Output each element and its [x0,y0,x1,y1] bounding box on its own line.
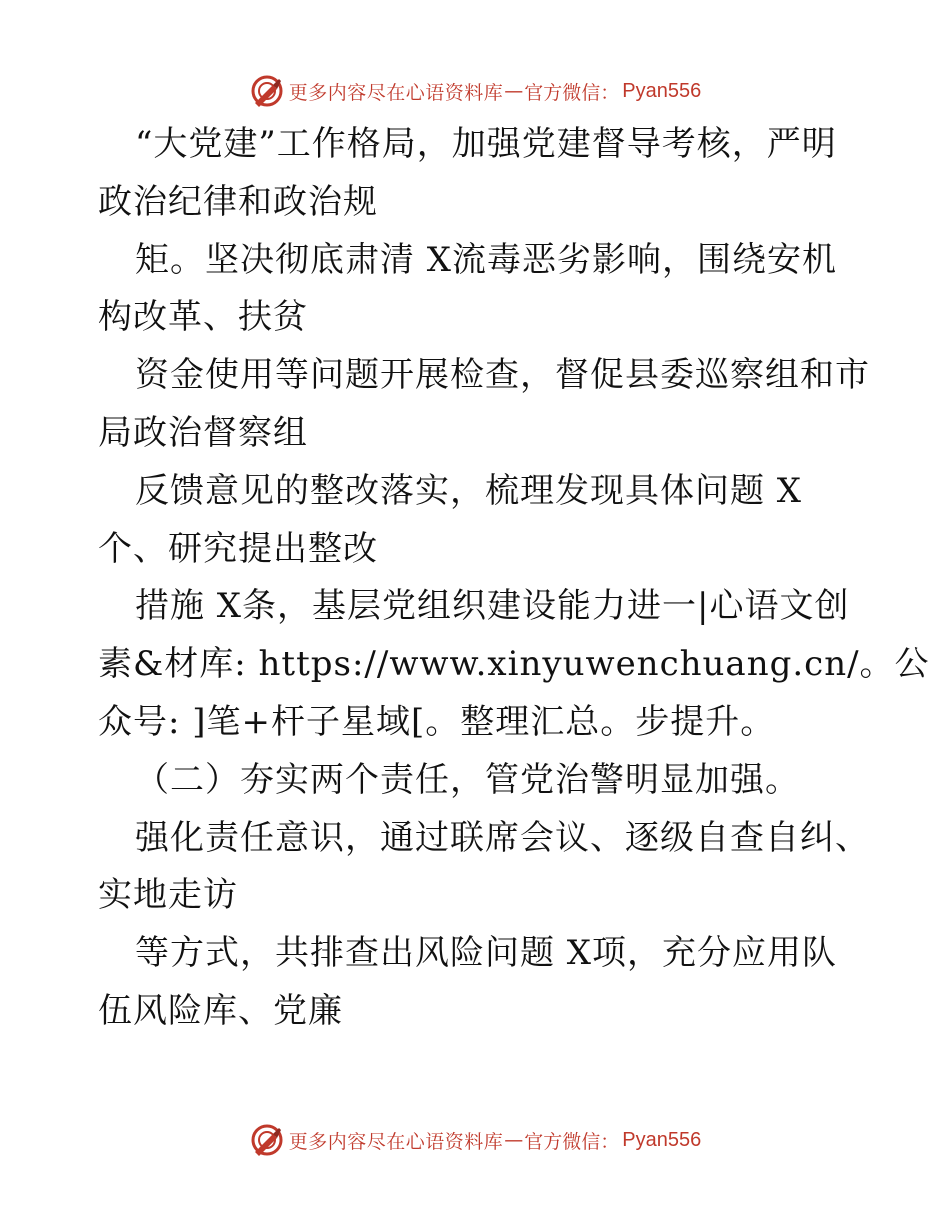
footer-watermark [0,1118,950,1162]
text-line: 反馈意见的整改落实，梳理发现具体问题 X [135,470,803,511]
text-line: 局政治督察组 [98,412,308,453]
watermark-separator: — [504,80,524,102]
watermark-wechat-label: 官方微信： [524,1130,620,1153]
watermark-separator: — [504,1129,524,1151]
text-line: 素&材库: https://www.xinyuwenchuang.cn/。公 [98,644,930,685]
text-line: 强化责任意识，通过联席会议、逐级自查自纠、 [135,817,870,858]
watermark-wechat-label: 官方微信： [524,81,620,104]
section-heading: （二）夯实两个责任，管党治警明显加强。 [135,759,800,800]
pen-logo-icon [249,73,285,109]
text-line: 资金使用等问题开展检查，督促县委巡察组和市 [135,355,870,396]
text-line: 政治纪律和政治规 [98,181,378,222]
watermark-site-text: 更多内容尽在心语资料库 [288,1130,504,1153]
watermark-wechat-id: Pyan556 [622,79,702,102]
document-body [98,116,930,1041]
text-line: 构改革、扶贫 [98,297,308,338]
header-watermark [0,69,950,113]
pen-logo-icon [249,1122,285,1158]
text-line: 个、研究提出整改 [98,528,378,569]
watermark-wechat-id: Pyan556 [622,1128,702,1151]
text-line: “大党建”工作格局，加强党建督导考核，严明 [135,124,837,164]
text-line: 等方式，共排查出风险问题 X项，充分应用队 [135,933,838,974]
text-line: 矩。坚决彻底肃清 X流毒恶劣影响，围绕安机 [135,239,838,280]
text-line: 众号: ]笔+杆子星域[。整理汇总。步提升。 [98,701,776,742]
watermark-site-text: 更多内容尽在心语资料库 [288,81,504,104]
text-line: 实地走访 [98,875,238,916]
text-line: 措施 X条，基层党组织建设能力进一|心语文创 [135,586,850,627]
text-line: 伍风险库、党廉 [98,990,343,1031]
